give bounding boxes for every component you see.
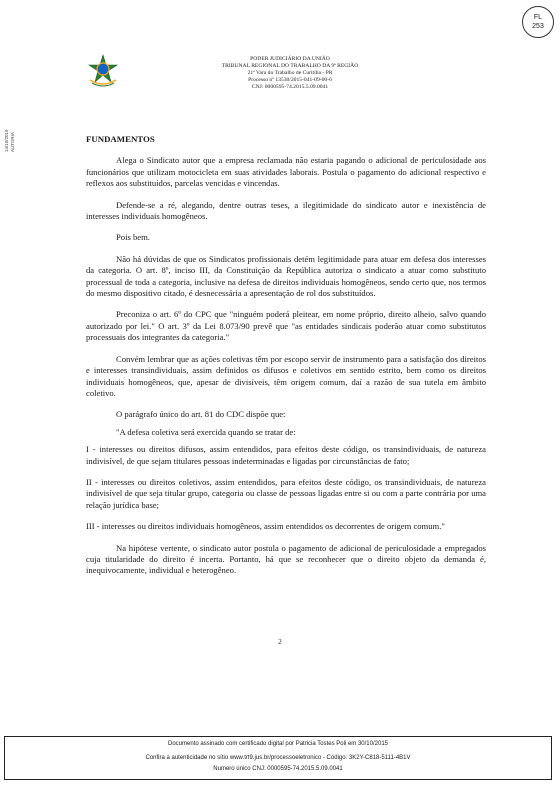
header-line: PODER JUDICIÁRIO DA UNIÃO: [250, 56, 330, 62]
footer-signature-line: Documento assinado com certificado digital por Patricia Tostes Poli em 30/10/2015: [167, 741, 388, 747]
paragraph: Pois bem.: [116, 232, 150, 243]
footer-cnj-line: Numero único CNJ: 0000595-74.2015.5.09.0041: [213, 766, 343, 772]
header-line: Processo nº 13530/2015-041-09-00-6: [248, 77, 332, 84]
header-line: CNJ: 0000595-74.2015.5.09.0041: [251, 84, 329, 91]
paragraph: Não há dúvidas de que os Sindicatos profissionais detém legitimidade para atuar em defesa dos interesses da categoria. O art. 8º, inciso III, da Constituição da República autoriza o sindicato a atuar como substituto processual de toda a categoria, inclusive na defesa de direitos individuais homogêneos, sendo certo que, nos termos do mesmo dispositivo citado, é desnecessária a apresentação de rol dos substituídos.: [86, 253, 486, 299]
signature-footer: [4, 736, 552, 780]
quote-item: I - interesses ou direitos difusos, assim entendidos, para efeitos deste código, os transindividuais, de natureza indivisível, de que sejam titulares pessoas indeterminadas e ligadas por circunstâncias de fato;: [86, 444, 486, 466]
court-header: [190, 56, 390, 91]
paragraph: Convém lembrar que as ações coletivas têm por escopo servir de instrumento para a satisfação dos direitos e interesses transindividuais, assim definidos os difusos e coletivos em sentido estrito, bem como os direitos individuais homogêneos, que, apesar de divisíveis, têm origem comum, daí a razão de sua tutela em âmbito coletivo.: [86, 353, 486, 398]
document-body: [86, 134, 486, 587]
paragraph: Na hipótese vertente, o sindicato autor postula o pagamento de adicional de periculosidade a empregados cuja titularidade do direito é incerta. Portanto, há que se reconhecer que o direito objeto da demanda é, inequivocamente, individual e heterogêneo.: [86, 542, 486, 576]
side-stamp-line2: AUTORIA: [10, 132, 15, 152]
folio-number: 253: [532, 23, 544, 30]
side-stamp: [4, 112, 18, 172]
folio-label: FL: [533, 14, 543, 21]
footer-authenticity-line: Confira a autenticidade no sítio www.trt9.jus.br/processoeletronico - Código: 3K2Y-C818-5111-4B1V: [145, 755, 411, 761]
section-heading: FUNDAMENTOS: [86, 134, 155, 144]
paragraph: Defende-se a ré, alegando, dentre outras teses, a ilegitimidade do sindicato autor e inexistência de interesses individuais homogêneos.: [86, 199, 486, 222]
side-stamp-line1: 14/10/2019: [4, 129, 9, 152]
paragraph: Alega o Sindicato autor que a empresa reclamada não estaria pagando o adicional de periculosidade aos funcionários que utilizam motocicleta em suas atividades laborais. Postula o pagamento do adicional respectivo e reflexos aos substituídos, parcelas vencidas e vincendas.: [86, 155, 486, 189]
paragraph: O parágrafo único do art. 81 do CDC dispõe que:: [116, 409, 286, 420]
page-number: 2: [278, 638, 282, 646]
folio-stamp: [522, 6, 554, 38]
quote-item: II - interesses ou direitos coletivos, assim entendidos, para efeitos deste código, os transindividuais, de natureza indivisível de que seja titular grupo, categoria ou classe de pessoas ligadas entre si ou com a parte contrária por uma relação jurídica base;: [86, 476, 486, 510]
coat-of-arms-icon: [86, 54, 120, 88]
header-line: 21ª Vara do Trabalho de Curitiba - PR: [247, 70, 333, 77]
paragraph: Preconiza o art. 6º do CPC que "ninguém poderá pleitear, em nome próprio, direito alheio, salvo quando autorizado por lei." O art. 3º da Lei 8.073/90 prevê que "as entidades sindicais poderão atuar como substitutos processuais dos integrantes da categoria.": [86, 309, 486, 343]
header-line: TRIBUNAL REGIONAL DO TRABALHO DA 9ª REGIÃO: [221, 63, 359, 70]
quote-item: III - interesses ou direitos individuais homogêneos, assim entendidos os decorrentes de origem comum.": [86, 521, 445, 532]
quote-intro: "A defesa coletiva será exercida quando se tratar de:: [116, 426, 296, 437]
